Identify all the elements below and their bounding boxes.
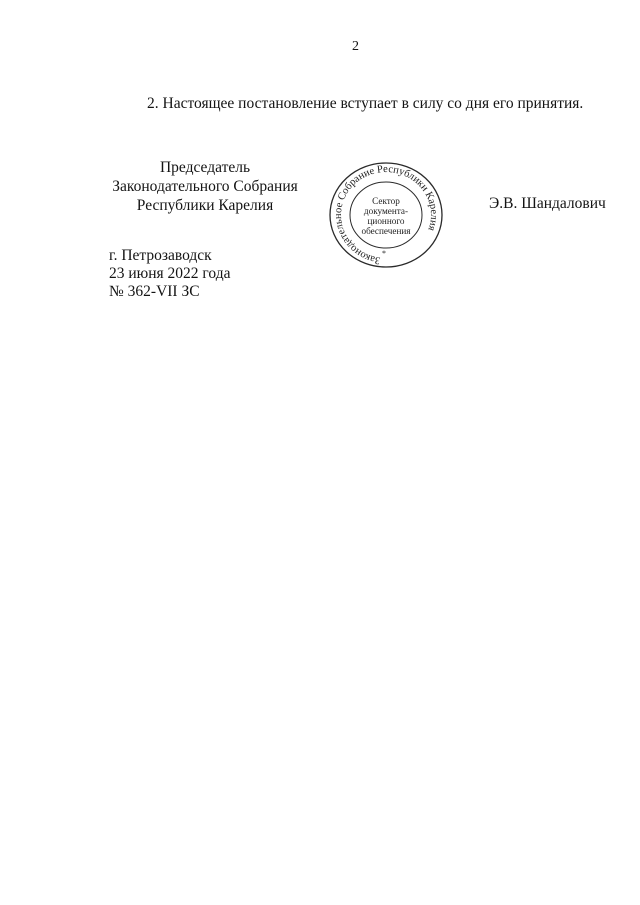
page-number: 2 [352, 39, 359, 54]
document-number: № 362-VII ЗС [109, 283, 200, 300]
seal-star-icon: * [382, 249, 386, 258]
document-date: 23 июня 2022 года [109, 265, 231, 282]
seal-center-line: ционного [367, 216, 405, 226]
official-seal-stamp [327, 161, 445, 271]
signer-title-line: Законодательного Собрания [112, 178, 298, 195]
signer-title-line: Республики Карелия [136, 197, 274, 214]
seal-center-line: Сектор [372, 196, 400, 206]
signer-title-block [100, 158, 310, 215]
seal-center-line: обеспечения [361, 226, 411, 236]
seal-center-line: документа- [363, 206, 409, 216]
document-meta-block [109, 247, 230, 301]
signer-title-line: Председатель [159, 159, 251, 176]
signer-name: Э.В. Шандалович [489, 195, 606, 212]
resolution-paragraph: 2. Настоящее постановление вступает в силу со дня его принятия. [147, 95, 584, 112]
seal-graphic [327, 161, 445, 271]
seal-ring-text: Законодательное Собрание Республики Карелия [332, 163, 440, 266]
document-city: г. Петрозаводск [109, 247, 212, 264]
